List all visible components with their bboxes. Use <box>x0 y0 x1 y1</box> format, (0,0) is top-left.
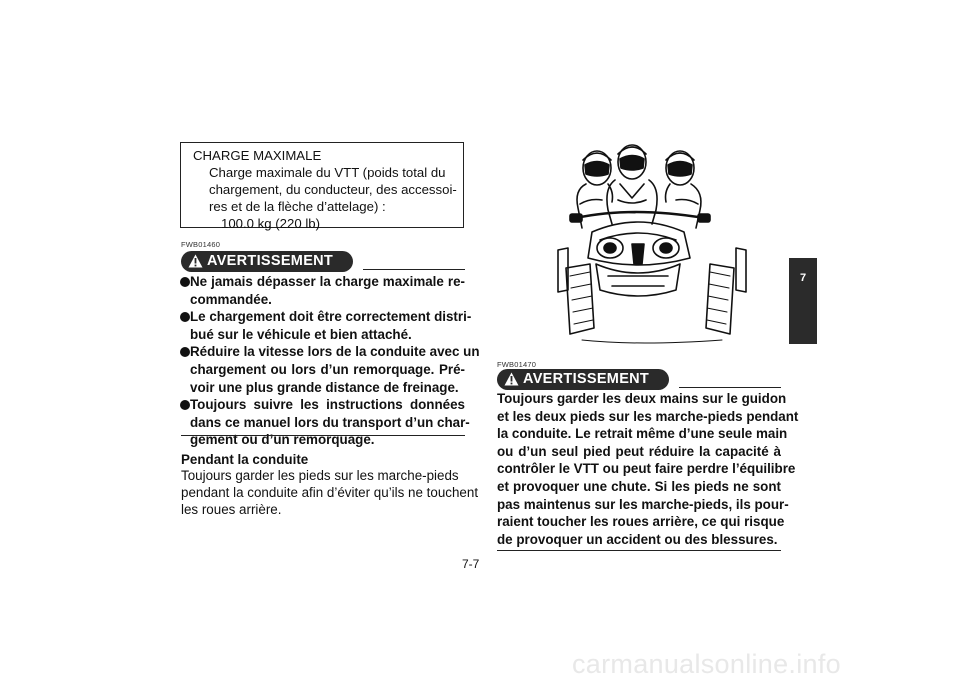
warning2-text <box>497 390 799 548</box>
bullet-line: gement ou d’un remorquage. <box>190 432 375 448</box>
warning-badge <box>181 251 353 272</box>
max-load-line: Charge maximale du VTT (poids total du <box>209 165 446 180</box>
warning-code: FWB01470 <box>497 360 537 369</box>
warning-header <box>497 369 781 390</box>
warning-line: contrôler le VTT ou peut faire perdre l’équilibre <box>497 461 796 477</box>
section-heading: Pendant la conduite <box>181 452 309 467</box>
warning-line: ou d’un seul pied peut réduire la capacité à <box>497 443 781 459</box>
max-load-value: 100.0 kg (220 lb) <box>221 216 320 231</box>
chapter-tab-number: 7 <box>799 272 807 284</box>
warning-line: et les deux pieds sur les marche-pieds pendant <box>497 408 799 424</box>
warning-triangle-icon <box>188 254 203 268</box>
chapter-tab <box>789 258 817 344</box>
warning-code: FWB01460 <box>181 240 221 249</box>
warning-line: de provoquer un accident ou des blessures. <box>497 531 778 547</box>
bullet-line: chargement ou lors d’un remorquage. Pré- <box>190 362 465 377</box>
warning-end-rule <box>181 435 465 436</box>
bullet-dot <box>180 312 190 322</box>
bullet-line: commandée. <box>190 291 272 307</box>
warning-header-rule <box>363 269 465 270</box>
page-number: 7-7 <box>462 557 480 571</box>
body-line: Toujours garder les pieds sur les marche-pieds <box>181 468 459 483</box>
warning-header-rule <box>679 387 781 388</box>
bullet-line: bué sur le véhicule et bien attaché. <box>190 326 412 342</box>
warning-badge <box>497 369 669 390</box>
max-load-line: chargement, du conducteur, des accessoi- <box>209 182 457 197</box>
bullet-line: Ne jamais dépasser la charge maximale re- <box>190 274 465 289</box>
max-load-box <box>180 142 464 231</box>
warning-triangle-icon <box>504 372 519 386</box>
watermark: carmanualsonline.info <box>572 649 841 679</box>
bullet-line: dans ce manuel lors du transport d’un char- <box>190 414 470 430</box>
bullet-line: Le chargement doit être correctement distri- <box>190 309 472 325</box>
max-load-line: res et de la flèche d’attelage) : <box>209 199 386 214</box>
warning-line: la conduite. Le retrait même d’une seule main <box>497 426 788 442</box>
warning-line: Toujours garder les deux mains sur le guidon <box>497 391 787 406</box>
bullet-line: Réduire la vitesse lors de la conduite avec un <box>190 344 480 360</box>
warning-end-rule <box>497 550 781 551</box>
warning-line: raient toucher les roues arrière, ce qui risque <box>497 514 785 530</box>
bullet-line: Toujours suivre les instructions données <box>190 397 465 413</box>
bullet-dot <box>180 277 190 287</box>
body-line: les roues arrière. <box>181 502 282 517</box>
bullet-dot <box>180 347 190 357</box>
bullet-dot <box>180 400 190 410</box>
warning-line: et provoquer une chute. Si les pieds ne sont <box>497 478 781 494</box>
body-line: pendant la conduite afin d’éviter qu’ils ne touchent <box>181 485 479 500</box>
warning-line: pas maintenus sur les marche-pieds, ils pour- <box>497 496 789 512</box>
warning-label: AVERTISSEMENT <box>207 253 334 269</box>
warning-label: AVERTISSEMENT <box>523 371 650 387</box>
atv-riders-illustration <box>552 140 752 345</box>
bullet-line: voir une plus grande distance de freinage. <box>190 379 459 395</box>
max-load-title: CHARGE MAXIMALE <box>193 148 322 163</box>
warning-header <box>181 251 465 272</box>
